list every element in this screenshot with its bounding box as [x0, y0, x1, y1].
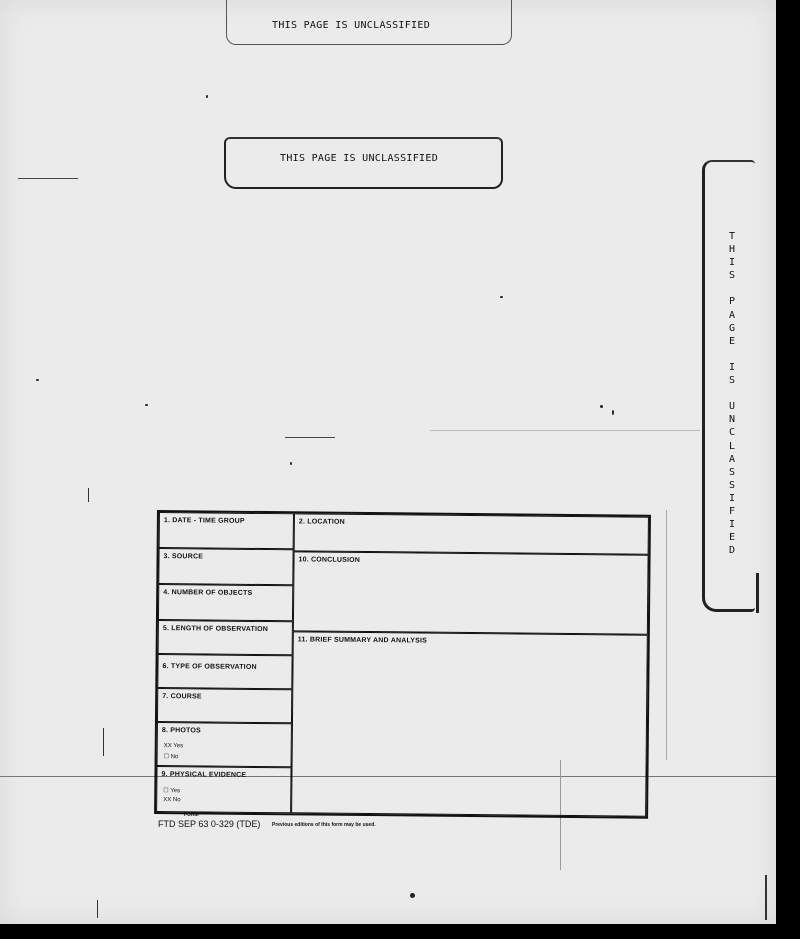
side-banner-char: I [728, 519, 736, 531]
scan-line [97, 900, 98, 918]
field-source: 3. SOURCE [158, 548, 293, 585]
side-banner-char: L [728, 440, 736, 452]
side-banner-char: P [728, 296, 736, 308]
previous-editions-note: Previous editions of this form may be used. [272, 822, 376, 828]
scan-line [765, 875, 767, 920]
scan-speck [500, 296, 503, 298]
field-length-of-observation: 5. LENGTH OF OBSERVATION [158, 620, 293, 655]
side-banner-char: E [728, 532, 736, 544]
side-banner-char: I [728, 492, 736, 504]
side-banner-char: I [728, 257, 736, 269]
side-banner-char: C [728, 427, 736, 439]
side-banner-char: S [728, 375, 736, 387]
side-banner-char: S [728, 270, 736, 282]
field-course: 7. COURSE [157, 688, 292, 723]
field-type-of-observation: 6. TYPE OF OBSERVATION [157, 654, 292, 689]
side-banner-char: N [728, 414, 736, 426]
side-banner-char: A [728, 453, 736, 465]
form-number: FTD SEP 63 0-329 (TDE) [158, 819, 261, 829]
top-banner-text: THIS PAGE IS UNCLASSIFIED [272, 20, 431, 31]
field-location: 2. LOCATION [294, 513, 649, 554]
side-banner-char: F [728, 505, 736, 517]
side-banner-char [722, 348, 742, 361]
middle-banner-text: THIS PAGE IS UNCLASSIFIED [280, 153, 439, 164]
photos-no-option: ☐ No [163, 754, 179, 761]
side-banner-char: I [728, 361, 736, 373]
side-banner-char [722, 387, 742, 400]
field-physical-evidence: 9. PHYSICAL EVIDENCE ☐ Yes XX No [156, 766, 291, 813]
scan-line [103, 728, 104, 756]
form-word: FORM [184, 812, 199, 818]
report-form [154, 510, 651, 819]
side-banner-char: G [728, 322, 736, 334]
field-conclusion: 10. CONCLUSION [293, 551, 649, 634]
side-banner-char: T [728, 231, 736, 242]
field-photos: 8. PHOTOS XX Yes ☐ No [157, 722, 292, 767]
scan-speck [290, 462, 292, 465]
field-brief-summary: 11. BRIEF SUMMARY AND ANALYSIS [291, 631, 648, 816]
side-banner-char: S [728, 466, 736, 478]
scan-line [285, 437, 335, 438]
photos-yes-option: XX Yes [163, 743, 184, 750]
side-banner-char: E [728, 335, 736, 347]
field-date-time: 1. DATE - TIME GROUP [159, 512, 294, 549]
physical-no-option: XX No [163, 797, 181, 804]
scan-speck [612, 410, 614, 415]
physical-yes-option: ☐ Yes [163, 788, 181, 795]
scan-speck [600, 405, 603, 408]
scan-speck [206, 95, 208, 98]
side-banner-char: A [728, 309, 736, 321]
scan-speck [410, 893, 415, 898]
side-banner-char: H [728, 244, 736, 256]
field-number-of-objects: 4. NUMBER OF OBJECTS [158, 584, 293, 621]
scan-line [666, 510, 667, 760]
scan-line [88, 488, 89, 502]
scan-line [430, 430, 700, 431]
side-banner-char: S [728, 479, 736, 491]
scan-speck [36, 379, 39, 381]
side-banner-char: D [728, 545, 736, 557]
side-banner-text [722, 230, 742, 557]
side-banner-char: U [728, 401, 736, 413]
scan-line [18, 178, 78, 179]
side-banner-char [722, 282, 742, 295]
scan-speck [145, 404, 148, 406]
